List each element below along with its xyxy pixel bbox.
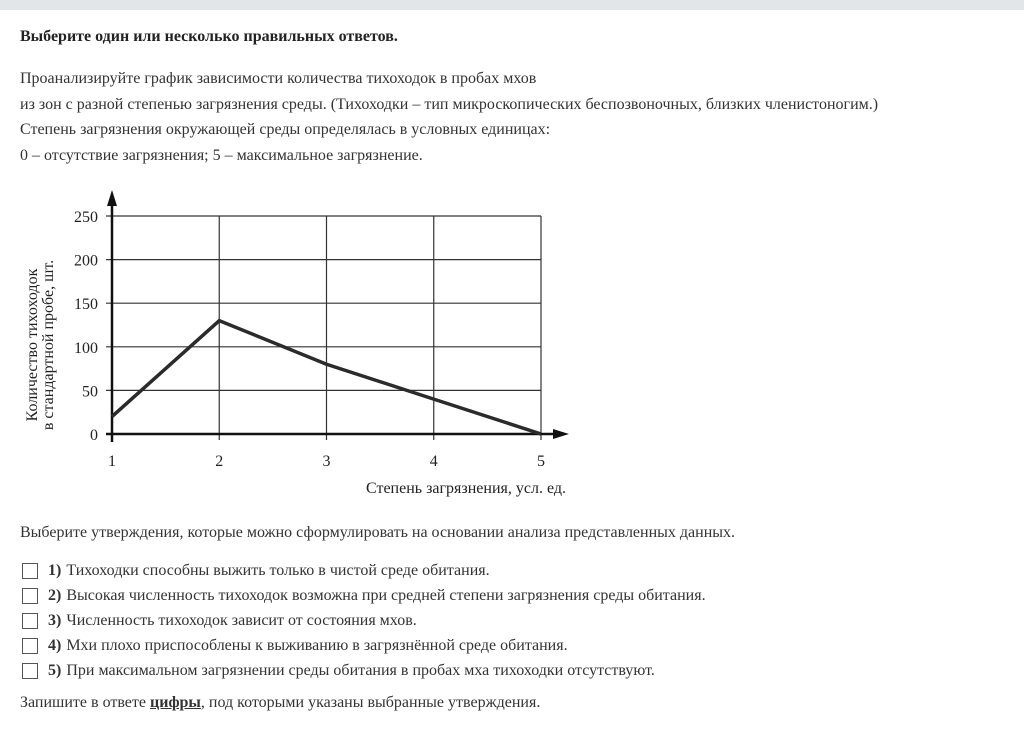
instruction-heading: Выберите один или несколько правильных ответов. (20, 28, 398, 45)
option-text: При максимальном загрязнении среды обитания в пробах мха тихоходки отсутствуют. (66, 661, 655, 679)
chart-axes (106, 190, 569, 442)
y-tick-label: 50 (82, 383, 98, 401)
x-axis-arrow-icon (553, 429, 569, 439)
x-tick-label: 1 (108, 453, 116, 470)
answer-instruction (20, 694, 540, 712)
x-axis-label: Степень загрязнения, усл. ед. (365, 480, 566, 497)
answer-option-3[interactable] (20, 608, 706, 633)
checkbox[interactable] (22, 638, 38, 654)
answer-options (20, 558, 706, 683)
option-number: 1) (48, 561, 62, 579)
x-tick-labels (108, 453, 545, 470)
y-tick-label: 200 (74, 252, 98, 270)
question-text: Выберите утверждения, которые можно сформулировать на основании анализа представленных данных. (20, 524, 736, 541)
answer-option-5[interactable] (20, 658, 706, 683)
chart-grid (106, 216, 541, 440)
y-tick-label: 250 (74, 209, 98, 226)
y-tick-labels (74, 209, 98, 444)
description-line: 0 – отсутствие загрязнения; 5 – максимальное загрязнение. (20, 146, 423, 164)
y-axis-arrow-icon (107, 190, 117, 206)
option-text: Численность тихоходок зависит от состояния мхов. (66, 611, 417, 629)
option-text: Мхи плохо приспособлены к выживанию в загрязнённой среде обитания. (66, 636, 568, 654)
description-line: из зон с разной степенью загрязнения среды. (Тихоходки – тип микроскопических беспозвоночных, близких членистоногим.) (20, 95, 879, 113)
answer-instruction-text: Запишите в ответе (20, 694, 150, 711)
description-line: Степень загрязнения окружающей среды определялась в условных единицах: (20, 121, 551, 138)
option-number: 3) (48, 611, 62, 629)
answer-option-4[interactable] (20, 633, 706, 658)
x-tick-label: 2 (215, 453, 224, 470)
line-chart (0, 180, 600, 500)
x-tick-label: 4 (429, 453, 438, 470)
description-line: Проанализируйте график зависимости количества тихоходок в пробах мхов (20, 70, 537, 87)
answer-instruction-text: , под которыми указаны выбранные утверждения. (200, 694, 541, 711)
checkbox[interactable] (22, 613, 38, 629)
option-number: 5) (48, 661, 62, 679)
answer-option-2[interactable] (20, 583, 706, 608)
option-text: Высокая численность тихоходок возможна при средней степени загрязнения среды обитания. (66, 586, 706, 604)
answer-instruction-emphasis: цифры (150, 694, 201, 711)
y-tick-label: 0 (90, 427, 98, 444)
x-tick-label: 3 (322, 453, 331, 470)
option-number: 4) (48, 636, 62, 654)
y-axis-label-line: в стандартной пробе, шт. (40, 259, 57, 431)
option-number: 2) (48, 586, 62, 604)
option-text: Тихоходки способны выжить только в чистой среде обитания. (66, 561, 490, 579)
y-axis-label-line: Количество тихоходок (24, 268, 41, 422)
top-bar (0, 0, 1024, 10)
y-tick-label: 150 (74, 296, 98, 314)
x-tick-label: 5 (537, 453, 545, 470)
task-description (20, 66, 878, 168)
y-tick-label: 100 (74, 339, 98, 357)
checkbox[interactable] (22, 563, 38, 579)
y-axis-label (24, 260, 57, 430)
answer-option-1[interactable] (20, 558, 706, 583)
checkbox[interactable] (22, 588, 38, 604)
checkbox[interactable] (22, 663, 38, 679)
